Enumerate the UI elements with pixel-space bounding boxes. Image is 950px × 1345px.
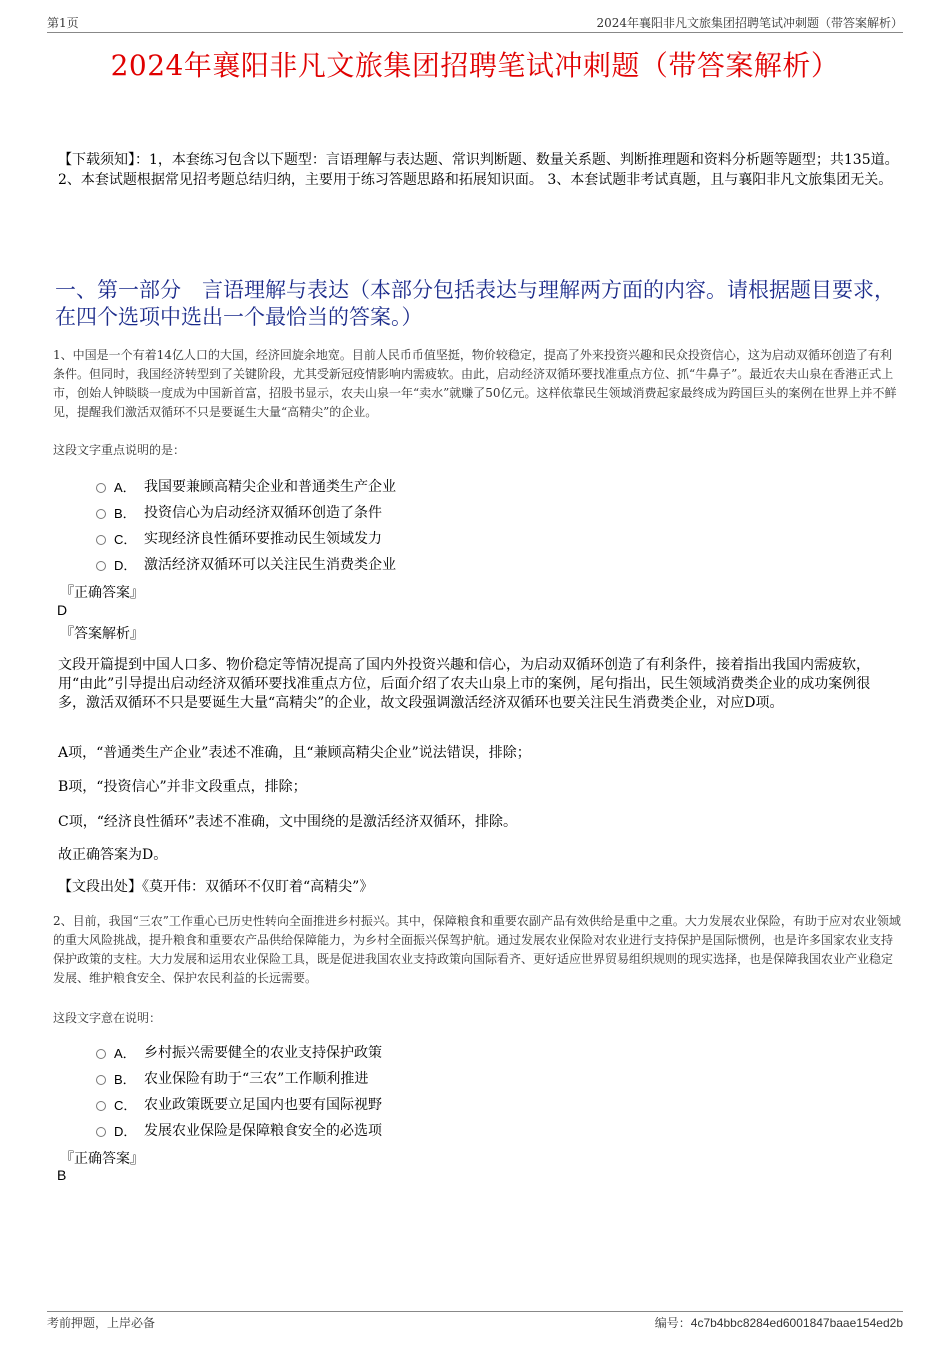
option-text: 我国要兼顾高精尖企业和普通类生产企业 <box>144 479 396 495</box>
explain-option-b: B项，“投资信心”并非文段重点，排除； <box>58 779 307 795</box>
radio-icon[interactable] <box>96 561 106 571</box>
question-1-options <box>96 473 396 577</box>
header-doc-title: 2024年襄阳非凡文旅集团招聘笔试冲刺题（带答案解析） <box>596 16 903 30</box>
option-letter: B． <box>114 505 136 521</box>
question-2-options <box>96 1039 382 1143</box>
analysis-text: 文段开篇提到中国人口多、物价稳定等情况提高了国内外投资兴趣和信心，为启动双循环创造了有利条件，接着指出我国内需疲软，用“由此”引导提出启动经济双循环要找准重点方位，后面介绍了农夫山泉上市的案例，尾句指出，民生领域消费类企业的成功案例很多，激活双循环不只是要诞生大量“高精尖”的企业，故文段强调激活经济双循环也要关注民生消费类企业，对应D项。 <box>58 657 871 711</box>
radio-icon[interactable] <box>96 509 106 519</box>
option-letter: C． <box>114 1097 137 1113</box>
option-letter: C． <box>114 531 137 547</box>
option-letter: B． <box>114 1071 136 1087</box>
radio-icon[interactable] <box>96 1075 106 1085</box>
option-letter: D． <box>114 1123 137 1139</box>
option-text: 激活经济双循环可以关注民生消费类企业 <box>144 557 396 573</box>
page-number: 第1页 <box>47 16 79 30</box>
header-divider <box>47 32 903 33</box>
radio-icon[interactable] <box>96 535 106 545</box>
analysis-label: 『答案解析』 <box>60 626 144 642</box>
option-text: 农业政策既要立足国内也要有国际视野 <box>144 1097 382 1113</box>
option-c[interactable] <box>96 1091 382 1117</box>
question-2-prompt: 这段文字意在说明： <box>53 1011 162 1025</box>
option-b[interactable] <box>96 1065 382 1091</box>
option-d[interactable] <box>96 1117 382 1143</box>
section-heading: 一、第一部分 言语理解与表达（本部分包括表达与理解两方面的内容。请根据题目要求，在四个选项中选出一个最恰当的答案。） <box>55 278 895 329</box>
option-a[interactable] <box>96 473 396 499</box>
footer-code-value: 4c7b4bbc8284ed6001847baae154ed2b <box>690 1316 903 1330</box>
source-citation: 【文段出处】《莫开伟：双循环不仅盯着“高精尖”》 <box>58 879 374 895</box>
answer-label: 『正确答案』 <box>60 1151 144 1167</box>
page-header <box>47 14 903 32</box>
page-title: 2024年襄阳非凡文旅集团招聘笔试冲刺题（带答案解析） <box>110 49 840 82</box>
footer-slogan: 考前押题，上岸必备 <box>47 1316 156 1330</box>
answer-value: B <box>57 1167 67 1183</box>
option-c[interactable] <box>96 525 396 551</box>
answer-value: D <box>57 602 68 618</box>
download-notice: 【下载须知】：1，本套练习包含以下题型：言语理解与表达题、常识判断题、数量关系题、判断推理题和资料分析题等题型；共135道。 2、本套试题根据常见招考题总结归纳，主要用于练习答题思路和拓展知识面。 3、本套试题非考试真题，且与襄阳非凡文旅集团无关。 <box>58 152 899 188</box>
explain-option-a: A项，“普通类生产企业”表述不准确，且“兼顾高精尖企业”说法错误，排除； <box>58 745 531 761</box>
option-b[interactable] <box>96 499 396 525</box>
option-text: 乡村振兴需要健全的农业支持保护政策 <box>144 1045 382 1061</box>
radio-icon[interactable] <box>96 1049 106 1059</box>
explain-option-c: C项，“经济良性循环”表述不准确，文中围绕的是激活经济双循环，排除。 <box>58 814 518 830</box>
footer-divider <box>47 1311 903 1312</box>
option-letter: A． <box>114 1045 136 1061</box>
question-1-prompt: 这段文字重点说明的是： <box>53 443 186 457</box>
footer-code <box>655 1314 903 1331</box>
answer-label: 『正确答案』 <box>60 585 144 601</box>
option-text: 投资信心为启动经济双循环创造了条件 <box>144 505 382 521</box>
option-text: 农业保险有助于“三农”工作顺利推进 <box>144 1071 369 1087</box>
option-letter: A． <box>114 479 136 495</box>
footer-code-label: 编号： <box>654 1316 691 1330</box>
option-text: 实现经济良性循环要推动民生领域发力 <box>144 531 382 547</box>
radio-icon[interactable] <box>96 1101 106 1111</box>
option-d[interactable] <box>96 551 396 577</box>
radio-icon[interactable] <box>96 1127 106 1137</box>
option-text: 发展农业保险是保障粮食安全的必选项 <box>144 1123 382 1139</box>
question-1-text: 1、中国是一个有着14亿人口的大国，经济回旋余地宽。目前人民币币值坚挺，物价较稳定，提高了外来投资兴趣和民众投资信心，这为启动双循环创造了有利条件。但同时，我国经济转型到了关键阶段，尤其受新冠疫情影响内需疲软。由此，启动经济双循环要找准重点方位、抓“牛鼻子”。最近农夫山泉在香港正式上市，创始人钟睒睒一度成为中国新首富，招股书显示，农夫山泉一年“卖水”就赚了50亿元。这样依靠民生领域消费起家最终成为跨国巨头的案例在世界上并不鲜见，提醒我们激活双循环不只是要诞生大量“高精尖”的企业。 <box>53 348 897 419</box>
radio-icon[interactable] <box>96 483 106 493</box>
option-a[interactable] <box>96 1039 382 1065</box>
question-2-text: 2、目前，我国“三农”工作重心已历史性转向全面推进乡村振兴。其中，保障粮食和重要农副产品有效供给是重中之重。大力发展农业保险，有助于应对农业领域的重大风险挑战，提升粮食和重要农产品供给保障能力，为乡村全面振兴保驾护航。通过发展农业保险对农业进行支持保护是国际惯例，也是许多国家农业支持保护政策的支柱。大力发展和运用农业保险工具，既是促进我国农业支持政策向国际看齐、更好适应世界贸易组织规则的现实选择，也是保障我国农业产业稳定发展、维护粮食安全、保护农民利益的长远需要。 <box>53 914 901 985</box>
option-letter: D． <box>114 557 137 573</box>
answer-conclusion: 故正确答案为D。 <box>58 847 168 863</box>
